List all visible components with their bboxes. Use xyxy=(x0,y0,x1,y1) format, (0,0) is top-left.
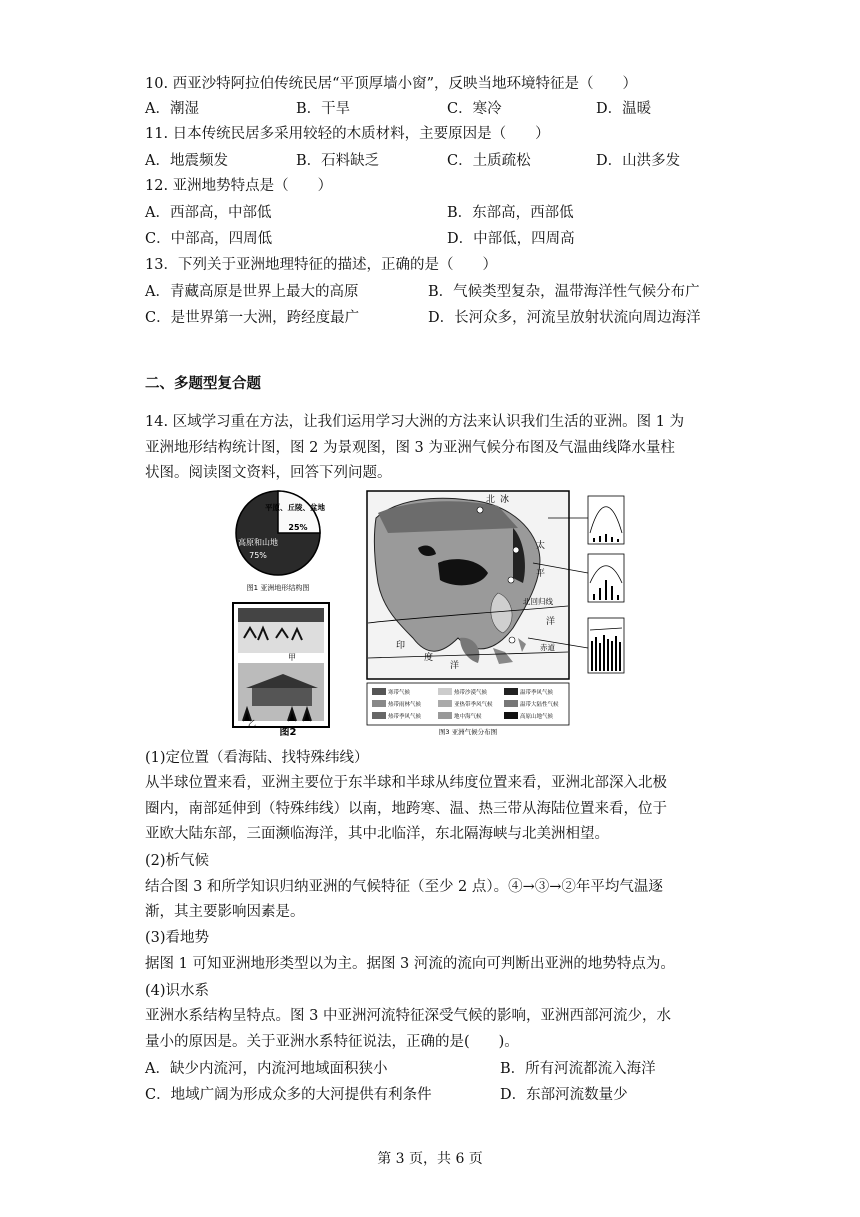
pie-slice-a-label: 平原、丘陵、盆地 xyxy=(265,503,325,512)
q14-option-d: D．东部河流数量少 xyxy=(500,1087,628,1103)
legend-item: 地中海气候 xyxy=(454,714,482,720)
section-title: 二、多题型复合题 xyxy=(145,375,261,392)
q14-part1-line1: 从半球位置来看，亚洲主要位于东半球和半球从纬度位置来看，亚洲北部深入北极 xyxy=(145,775,667,791)
q10-option-d: D．温暖 xyxy=(596,101,652,117)
q12-option-a: A．西部高，中部低 xyxy=(145,205,272,221)
q13-option-c: C．是世界第一大洲，跨经度最广 xyxy=(145,310,360,326)
legend-item: 热带雨林气候 xyxy=(388,702,422,708)
pie-slice-b-value: 75% xyxy=(249,551,267,560)
q14-part1-title: (1)定位置（看海陆、找特殊纬线） xyxy=(145,750,369,766)
q14-option-c: C．地域广阔为形成众多的大河提供有利条件 xyxy=(145,1087,432,1103)
q10-option-b: B．干旱 xyxy=(296,101,351,117)
q14-part2-line2: 渐，其主要影响因素是。 xyxy=(145,904,305,920)
q11-stem: 11. 日本传统民居多采用较轻的木质材料，主要原因是（ ） xyxy=(145,126,550,142)
legend-item: 热带沙漠气候 xyxy=(454,690,488,696)
q14-part4-title: (4)识水系 xyxy=(145,983,210,999)
q13-stem: 13．下列关于亚洲地理特征的描述，正确的是（ ） xyxy=(145,257,497,273)
q13-option-b: B．气候类型复杂，温带海洋性气候分布广 xyxy=(428,284,700,300)
fig1-caption: 图1 亚洲地形结构图 xyxy=(246,584,310,592)
q14-part4-line2: 量小的原因是。关于亚洲水系特征说法，正确的是( )。 xyxy=(145,1034,519,1050)
map-label-north: 北 xyxy=(486,495,496,505)
page-footer: 第 3 页，共 6 页 xyxy=(377,1151,483,1167)
q11-option-a: A．地震频发 xyxy=(145,153,228,169)
q14-part1-line3: 亚欧大陆东部，三面濒临海洋，其中北临洋，东北隔海峡与北美洲相望。 xyxy=(145,826,609,842)
q11-option-c: C．土质疏松 xyxy=(447,153,531,169)
fig3-legend xyxy=(367,683,569,725)
q14-intro-line2: 亚洲地形结构统计图，图 2 为景观图，图 3 为亚洲气候分布图及气温曲线降水量柱 xyxy=(145,440,675,456)
map-label-tropic: 北回归线 xyxy=(523,597,553,606)
q12-stem: 12. 亚洲地势特点是（ ） xyxy=(145,178,333,194)
q13-option-d: D．长河众多，河流呈放射状流向周边海洋 xyxy=(428,310,701,326)
q14-part2-title: (2)析气候 xyxy=(145,853,210,869)
legend-item: 温带大陆性气候 xyxy=(520,702,559,708)
q14-option-b: B．所有河流都流入海洋 xyxy=(500,1061,656,1077)
fig3-asia-climate-map xyxy=(367,491,569,679)
q14-intro-line3: 状图。阅读图文资料，回答下列问题。 xyxy=(145,465,392,481)
legend-item: 热带季风气候 xyxy=(388,714,422,720)
q13-option-a: A．青藏高原是世界上最大的高原 xyxy=(145,284,359,300)
q11-option-d: D．山洪多发 xyxy=(596,153,681,169)
legend-item: 温带季风气候 xyxy=(520,690,554,696)
map-label-yin: 印 xyxy=(396,641,406,651)
map-label-bing: 冰 xyxy=(500,495,510,505)
pie-slice-a-value: 25% xyxy=(288,523,308,532)
q14-figure xyxy=(228,488,633,738)
q10-option-a: A．潮湿 xyxy=(145,101,199,117)
q10-stem: 10. 西亚沙特阿拉伯传统民居“平顶厚墙小窗”，反映当地环境特征是（ ） xyxy=(145,76,637,92)
q11-option-b: B．石料缺乏 xyxy=(296,153,380,169)
q14-option-a: A．缺少内流河，内流河地域面积狭小 xyxy=(145,1061,388,1077)
legend-item: 亚热带季风气候 xyxy=(454,702,493,708)
q10-option-c: C．寒冷 xyxy=(447,101,502,117)
pie-slice-b-label: 高原和山地 xyxy=(238,538,278,547)
fig1-pie-chart xyxy=(236,491,325,575)
q14-intro-line1: 14. 区域学习重在方法，让我们运用学习大洲的方法来认识我们生活的亚洲。图 1 为 xyxy=(145,414,685,430)
q14-part2-line1: 结合图 3 和所学知识归纳亚洲的气候特征（至少 2 点）。④→③→②年平均气温逐 xyxy=(145,879,663,895)
map-label-yang: 洋 xyxy=(546,617,556,627)
q14-part3-title: (3)看地势 xyxy=(145,930,210,946)
legend-item: 高原山地气候 xyxy=(520,714,554,720)
fig2-label-yi: 乙 xyxy=(248,719,256,728)
legend-item: 寒带气候 xyxy=(388,690,411,696)
q12-option-c: C．中部高，四周低 xyxy=(145,231,273,247)
fig2-landscape-photos xyxy=(233,603,329,728)
q12-option-b: B．东部高，西部低 xyxy=(447,205,574,221)
map-label-equator: 赤道 xyxy=(540,643,555,652)
fig2-label-jia: 甲 xyxy=(288,653,296,662)
map-label-ping: 平 xyxy=(536,569,546,579)
fig3-caption: 图3 亚洲气候分布图 xyxy=(438,728,498,736)
q14-part4-line1: 亚洲水系结构呈特点。图 3 中亚洲河流特征深受气候的影响，亚洲西部河流少，水 xyxy=(145,1008,671,1024)
q14-part1-line2: 圈内，南部延伸到（特殊纬线）以南，地跨寒、温、热三带从海陆位置来看，位于 xyxy=(145,801,667,817)
q12-option-d: D．中部低，四周高 xyxy=(447,231,575,247)
map-label-tai: 太 xyxy=(536,541,546,551)
fig2-caption: 图2 xyxy=(279,727,297,738)
q14-part3-line1: 据图 1 可知亚洲地形类型以为主。据图 3 河流的流向可判断出亚洲的地势特点为。 xyxy=(145,956,675,972)
map-label-yang2: 洋 xyxy=(450,661,460,671)
map-label-du: 度 xyxy=(424,653,434,663)
